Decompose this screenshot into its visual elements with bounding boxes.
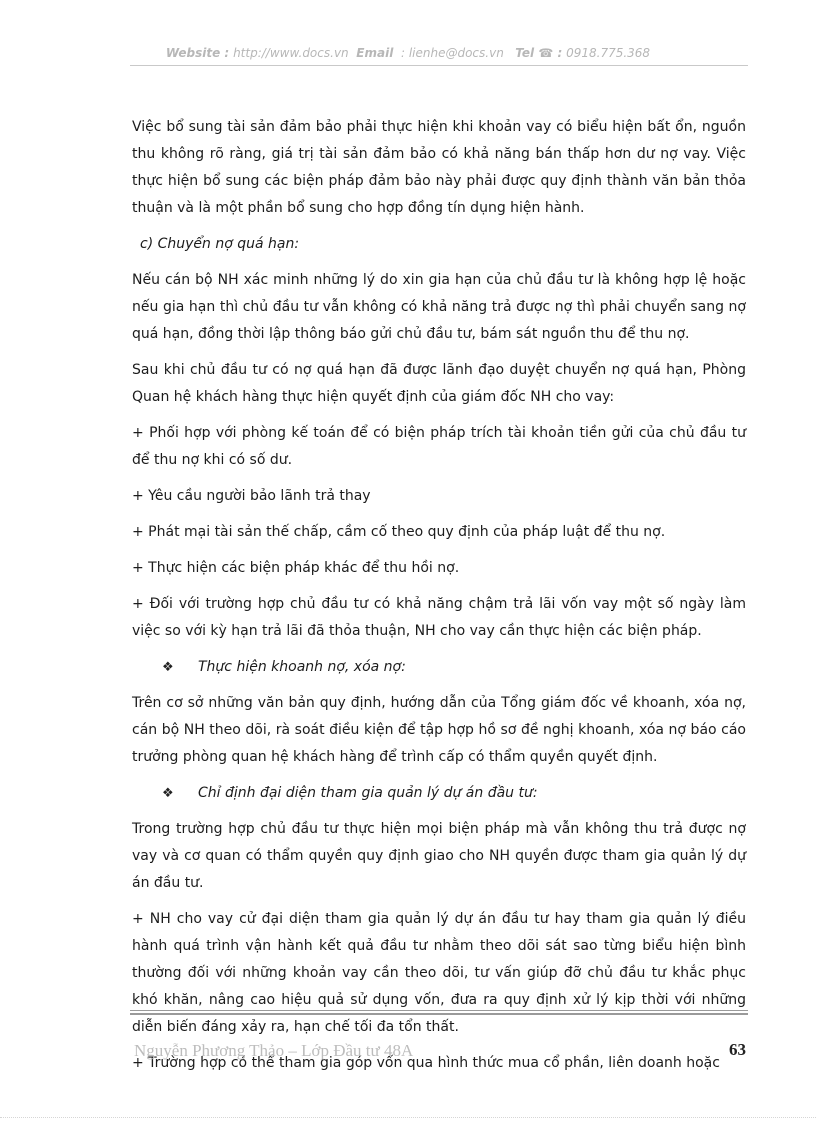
bullet-heading bbox=[132, 654, 746, 681]
footer-divider bbox=[130, 1010, 748, 1011]
bullet-heading bbox=[132, 780, 746, 807]
header-divider bbox=[130, 65, 748, 66]
paragraph: + Trường hợp có thể tham gia góp vốn qua hình thức mua cổ phần, liên doanh hoặc bbox=[132, 1055, 720, 1071]
paragraph: Nếu cán bộ NH xác minh những lý do xin gia hạn của chủ đầu tư là không hợp lệ hoặc nếu gia hạn thì chủ đầu tư vẫn không có khả năng trả được nợ thì phải chuyển sang nợ quá hạn, đồng thời lập thông báo gửi chủ đầu tư, bám sát nguồn thu để thu nợ. bbox=[132, 272, 746, 342]
diamond-bullet-icon: ❖ bbox=[162, 786, 174, 801]
paragraph: Việc bổ sung tài sản đảm bảo phải thực hiện khi khoản vay có biểu hiện bất ổn, nguồn thu không rõ ràng, giá trị tài sản đảm bảo có khả năng bán thấp hơn dư nợ vay. Việc thực hiện bổ sung các biện pháp đảm bảo này phải được quy định thành văn bản thỏa thuận và là một phần bổ sung cho hợp đồng tín dụng hiện hành. bbox=[132, 119, 746, 216]
website-value: http://www.docs.vn bbox=[233, 46, 349, 60]
diamond-bullet-icon: ❖ bbox=[162, 660, 174, 675]
paragraph: + Thực hiện các biện pháp khác để thu hồi nợ. bbox=[132, 560, 460, 576]
email-label: Email bbox=[356, 46, 394, 60]
page-header bbox=[0, 46, 816, 60]
footer-divider-thick bbox=[130, 1013, 748, 1015]
paragraph: + Đối với trường hợp chủ đầu tư có khả năng chậm trả lãi vốn vay một số ngày làm việc so với kỳ hạn trả lãi đã thỏa thuận, NH cho vay cần thực hiện các biện pháp. bbox=[132, 596, 746, 639]
page-body bbox=[132, 114, 746, 1086]
paragraph: + Phát mại tài sản thế chấp, cầm cố theo quy định của pháp luật để thu nợ. bbox=[132, 524, 666, 540]
paragraph: + Yêu cầu người bảo lãnh trả thay bbox=[132, 488, 371, 504]
paragraph: + Phối hợp với phòng kế toán để có biện pháp trích tài khoản tiền gửi của chủ đầu tư để thu nợ khi có số dư. bbox=[132, 425, 746, 468]
paragraph: Trong trường hợp chủ đầu tư thực hiện mọi biện pháp mà vẫn không thu trả được nợ vay và cơ quan có thẩm quyền quy định giao cho NH quyền được tham gia quản lý dự án đầu tư. bbox=[132, 821, 746, 891]
paragraph: Sau khi chủ đầu tư có nợ quá hạn đã được lãnh đạo duyệt chuyển nợ quá hạn, Phòng Quan hệ khách hàng thực hiện quyết định của giám đốc NH cho vay: bbox=[132, 362, 746, 405]
page-edge bbox=[0, 1117, 816, 1118]
paragraph: Trên cơ sở những văn bản quy định, hướng dẫn của Tổng giám đốc về khoanh, xóa nợ, cán bộ NH theo dõi, rà soát điều kiện để tập hợp hồ sơ đề nghị khoanh, xóa nợ báo cáo trưởng phòng quan hệ khách hàng để trình cấp có thẩm quyền quyết định. bbox=[132, 695, 746, 765]
bullet-heading-text: Chỉ định đại diện tham gia quản lý dự án đầu tư: bbox=[198, 785, 538, 801]
website-label: Website : bbox=[165, 46, 230, 60]
tel-value: 0918.775.368 bbox=[566, 46, 651, 60]
footer-author: Nguyễn Phương Thảo – Lớp Đầu tư 48A bbox=[134, 1041, 414, 1060]
subsection-heading: c) Chuyển nợ quá hạn: bbox=[140, 236, 300, 252]
page-number: 63 bbox=[729, 1040, 746, 1059]
bullet-heading-text: Thực hiện khoanh nợ, xóa nợ: bbox=[198, 659, 406, 675]
tel-label: Tel ☎ : bbox=[515, 46, 563, 60]
email-value: : lienhe@docs.vn bbox=[400, 46, 504, 60]
paragraph: + NH cho vay cử đại diện tham gia quản lý dự án đầu tư hay tham gia quản lý điều hành quá trình vận hành kết quả đầu tư nhằm theo dõi sát sao từng biểu hiện bình thường đối với những khoản vay cần theo dõi, tư vấn giúp đỡ chủ đầu tư khắc phục khó khăn, nâng cao hiệu quả sử dụng vốn, đưa ra quy định xử lý kịp thời với những diễn biến đáng xảy ra, hạn chế tối đa tổn thất. bbox=[132, 911, 746, 1035]
